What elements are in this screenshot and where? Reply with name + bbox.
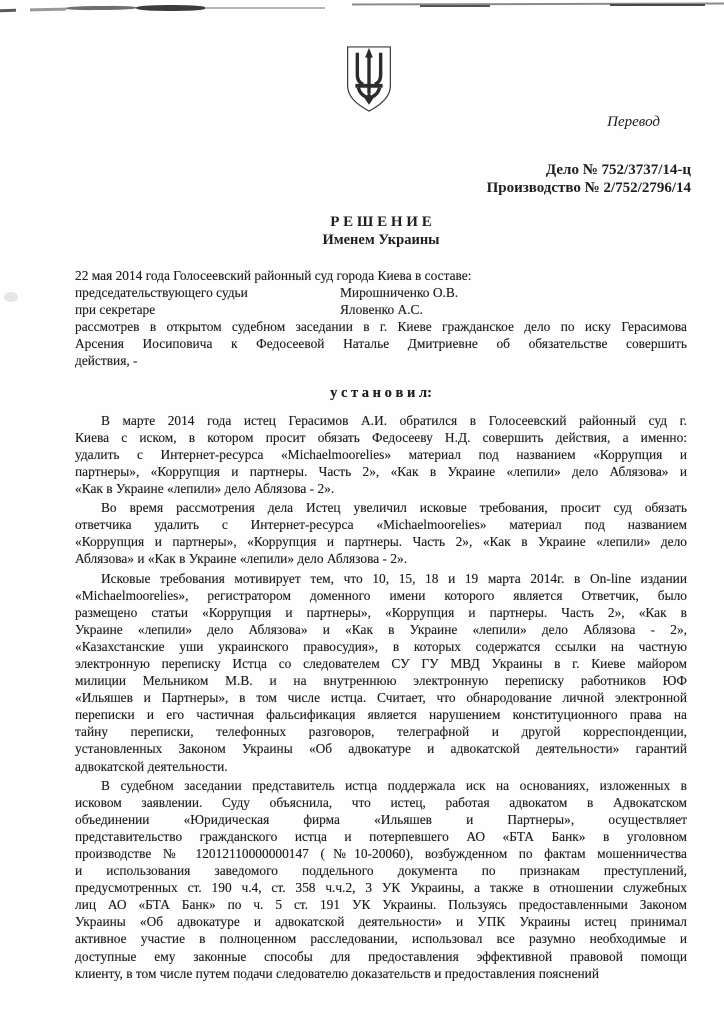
text-line: клиенту, в том числе путем подачи следователю доказательств и предоставления пояснений	[75, 965, 600, 981]
text-line: Киева с иском, в котором просит обязать Федосееву Н.Д. совершить действия, а именно:	[75, 429, 687, 445]
text-line: ответчика удалить с Интернет-ресурса «Michaelmoorelies» материал под названием	[75, 517, 687, 533]
intro-line	[75, 284, 687, 301]
intro-line: 22 мая 2014 года Голосеевский районный суд города Киева в составе:	[75, 268, 472, 283]
text-line: удалить с Интернет-ресурса «Michaelmoorelies» материал под названием «Коррупция и	[75, 446, 687, 462]
text-line: исковом заявлении. Суду объяснила, что истец, работая адвокатом в Адвокатском	[75, 794, 687, 810]
document-body	[75, 267, 687, 984]
text-line: «Казахстанские уши украинского правосудия», в которых содержатся ссылки на частную	[75, 638, 687, 654]
role-label: председательствующего судьи	[75, 285, 248, 301]
scan-artifact	[352, 3, 724, 6]
text-line: «Коррупция и партнеры», «Коррупция и партнеры. Часть 2», «Как в Украине «лепили» дело	[75, 534, 687, 550]
case-number: Дело № 752/3737/14-ц	[545, 162, 691, 178]
text-line: установленных Законом Украины «Об адвокатуре и адвокатской деятельности» гарантий	[75, 741, 687, 757]
text-line: милиции Мельником М.В. и на внутреннюю электронную переписку работников ЮФ	[75, 673, 687, 689]
case-info	[487, 162, 691, 197]
text-line: «Ильяшев и Партнеры», в том числе истца. Считает, что обнародование личной электронной	[75, 690, 687, 706]
text-line: В марте 2014 года истец Герасимов А.И. обратился в Голосеевский районный суд г.	[101, 412, 687, 428]
text-line: Во время рассмотрения дела Истец увеличил исковые требования, просит суд обязать	[101, 500, 687, 516]
text-line: Аблязова» и «Как в Украине «лепили» дело Аблязова - 2».	[75, 551, 408, 567]
decision-title: Р Е Ш Е Н И Е	[330, 214, 432, 230]
text-line: Исковые требования мотивирует тем, что 10, 15, 18 и 19 марта 2014г. в On-line издании	[101, 570, 687, 586]
scan-artifact	[205, 7, 325, 9]
text-line: объединении «Юридическая фирма «Ильяшев и Партнеры», осуществляет	[75, 811, 687, 827]
scan-artifact	[66, 6, 136, 11]
paragraph	[75, 499, 687, 567]
intro-line: действия, -	[75, 353, 138, 369]
section-heading-ustanovil: у с т а н о в и л:	[330, 384, 432, 401]
text-line: и использования заведомого поддельного документа по признакам преступлений,	[75, 863, 687, 879]
scan-artifact	[136, 5, 206, 11]
text-line: электронную переписку Истца со следователем СУ ГУ МВД Украины в г. Киеве майором	[75, 655, 687, 671]
scan-artifact	[0, 9, 16, 12]
text-line: активное участие в полноценном расследовании, использовал все разумно необходимые и	[75, 931, 687, 947]
text-line: доступные ему законные способы для предоставления эффективной правовой помощи	[75, 948, 687, 964]
person-name: Яловенко А.С.	[340, 302, 423, 318]
scan-artifact	[420, 5, 490, 8]
paragraph	[75, 570, 687, 775]
text-line: «Michaelmoorelies», регистратором доменного имени которого является Ответчик, было	[75, 587, 687, 603]
text-line: размещено статьи «Коррупция и партнеры», «Коррупция и партнеры. Часть 2», «Как в	[75, 604, 687, 620]
text-line: В судебном заседании представитель истца поддержала иск на основаниях, изложенных в	[101, 777, 687, 793]
text-line: тайну переписки, телефонных разговоров, телеграфной и другой корреспонденции,	[75, 724, 687, 740]
intro-line: рассмотрев в открытом судебном заседании в г. Киеве гражданское дело по иску Герасимова	[75, 319, 687, 335]
paragraph	[75, 412, 687, 497]
text-line: партнеры», «Коррупция и партнеры. Часть 2», «Как в Украине «лепили» дело Аблязова» и	[75, 463, 687, 479]
ukraine-trident-emblem	[344, 45, 394, 113]
scan-artifact	[610, 4, 705, 7]
decision-subtitle: Именем Украины	[322, 232, 440, 248]
text-line: адвокатской деятельности.	[75, 758, 228, 774]
role-label: при секретаре	[75, 302, 156, 318]
scan-artifact	[4, 292, 18, 302]
decision-text	[75, 412, 687, 982]
scan-artifact	[30, 7, 66, 10]
person-name: Мирошниченко О.В.	[340, 285, 459, 301]
decision-heading	[75, 214, 687, 249]
text-line: «Как в Украине «лепили» дело Аблязова - 2».	[75, 481, 335, 497]
text-line: лиц АО «БТА Банк» по ч. 5 ст. 191 УК Украины. Пользуясь предоставленными Законом	[75, 897, 687, 913]
text-line: предусмотренных ст. 190 ч.4, ст. 358 ч.ч.2, 3 УК Украины, а также в отношении служебных	[75, 880, 687, 896]
intro-line	[75, 301, 687, 318]
text-line: Украины «Об адвокатуре и адвокатской деятельности» и УПК Украины истец принимал	[75, 914, 687, 930]
paragraph	[75, 777, 687, 982]
text-line: переписки и его частичная фальсификация является нарушением конституционного права на	[75, 707, 687, 723]
intro-line: Арсения Иосиповича к Федосеевой Наталье Дмитриевне об обязательстве совершить	[75, 336, 687, 352]
proceeding-number: Производство № 2/752/2796/14	[486, 179, 691, 196]
text-line: представительство гражданского истца и потерпевшего АО «БТА Банк» в уголовном	[75, 828, 687, 844]
court-composition	[75, 267, 687, 370]
text-line: производстве № 12012110000000147 (№10-20060), возбужденном по фактам мошенничества	[75, 846, 687, 861]
translation-note: Перевод	[607, 114, 660, 130]
text-line: Украине «лепили» дело Аблязова» и «Как в Украине «лепили» дело Аблязова - 2»,	[75, 621, 687, 637]
